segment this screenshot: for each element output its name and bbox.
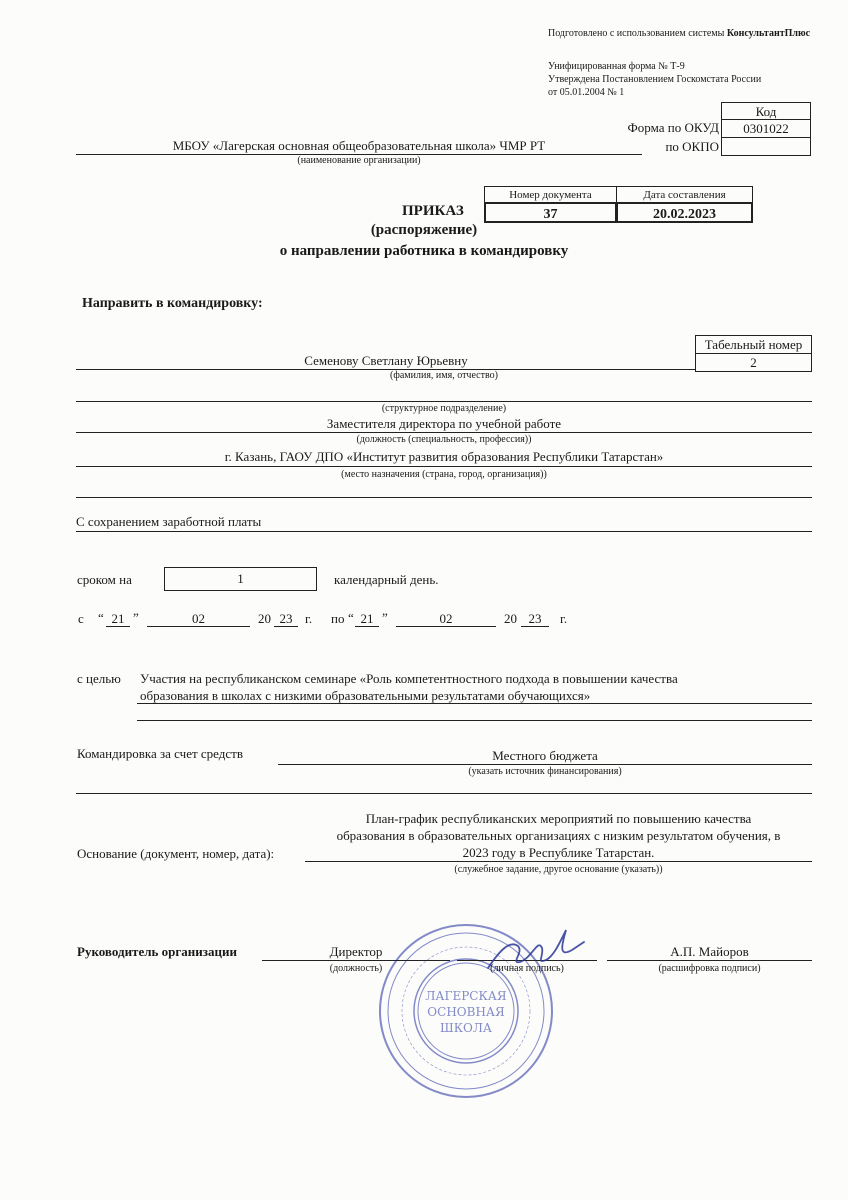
doc-number: 37 — [484, 202, 617, 223]
okpo-value — [721, 137, 811, 156]
signature-position-line — [262, 960, 450, 961]
purpose-line-1: Участия на республиканском семинаре «Роль компетентностного подхода в повышении качества — [140, 671, 678, 686]
term-unit: календарный день. — [334, 572, 439, 587]
organization-caption: (наименование организации) — [297, 155, 421, 166]
tab-number: 2 — [695, 353, 812, 372]
basis-line-1: План-график республиканских мероприятий по повышению качества — [365, 811, 752, 826]
to-day: 21 — [360, 611, 374, 626]
purpose-underline-2 — [137, 720, 812, 721]
signature-name: А.П. Майоров — [670, 944, 749, 959]
to-month: 02 — [439, 611, 453, 626]
funding-caption: (указать источник финансирования) — [468, 766, 622, 777]
tab-number-header: Табельный номер — [695, 335, 812, 354]
seal-line-1: ЛАГЕРСКАЯ — [425, 989, 507, 1003]
form-line-2: Утверждена Постановлением Госкомстата России — [548, 74, 762, 85]
purpose-label: с целью — [77, 671, 121, 686]
basis-label: Основание (документ, номер, дата): — [77, 846, 275, 861]
order-title: ПРИКАЗ — [402, 203, 464, 219]
doc-date-header: Дата составления — [616, 186, 753, 203]
to-month-line — [396, 626, 496, 627]
funding-line — [278, 764, 812, 765]
department-caption: (структурное подразделение) — [381, 403, 507, 414]
seal-line-3: ШКОЛА — [440, 1021, 492, 1035]
basis-caption: (служебное задание, другое основание (указать)) — [454, 864, 663, 875]
okud-label: Форма по ОКУД — [627, 120, 719, 135]
from-year-suffix: г. — [305, 611, 313, 626]
term-label: сроком на — [77, 572, 132, 587]
from-label: с — [78, 611, 84, 626]
term-value: 1 — [164, 567, 317, 591]
signature-position: Директор — [329, 944, 383, 959]
from-open-quote: “ — [98, 610, 104, 625]
seal-line-2: ОСНОВНАЯ — [427, 1005, 505, 1019]
position-line — [76, 432, 812, 433]
to-year: 23 — [528, 611, 542, 626]
code-header: Код — [721, 102, 811, 120]
signature-name-line — [607, 960, 812, 961]
to-year-suffix: г. — [560, 611, 568, 626]
salary-line — [76, 531, 812, 532]
from-day: 21 — [111, 611, 125, 626]
form-info — [548, 60, 761, 99]
from-day-line — [106, 626, 130, 627]
okpo-label: по ОКПО — [665, 139, 719, 154]
department-line — [76, 401, 812, 402]
okud-value: 0301022 — [721, 119, 811, 138]
to-close-quote: ” — [382, 610, 388, 625]
position-caption: (должность (специальность, профессия)) — [356, 434, 532, 445]
from-year-line — [274, 626, 298, 627]
employee-name-caption: (фамилия, имя, отчество) — [390, 370, 498, 381]
signature-name-caption: (расшифровка подписи) — [658, 963, 761, 974]
funding-value: Местного бюджета — [492, 748, 598, 763]
signature-position-caption: (должность) — [329, 963, 383, 974]
to-day-line — [355, 626, 379, 627]
signature-sign-caption: (личная подпись) — [490, 963, 564, 974]
to-year-prefix: 20 — [504, 611, 517, 626]
organization-name: МБОУ «Лагерская основная общеобразовательная школа» ЧМР РТ — [172, 138, 546, 153]
prepared-brand: КонсультантПлюс — [726, 28, 811, 39]
employee-name: Семенову Светлану Юрьевну — [304, 353, 468, 368]
form-line-3: от 05.01.2004 № 1 — [548, 87, 625, 98]
prepared-prefix: Подготовлено с использованием системы — [548, 28, 725, 39]
salary-text: С сохранением заработной платы — [76, 514, 262, 529]
handwritten-signature — [480, 920, 590, 980]
order-subtitle: (распоряжение) — [370, 222, 478, 238]
to-open-quote: “ — [348, 610, 354, 625]
destination-caption: (место назначения (страна, город, организация)) — [341, 469, 547, 480]
position: Заместителя директора по учебной работе — [326, 416, 562, 431]
send-label: Направить в командировку: — [82, 296, 263, 311]
to-label: по — [331, 611, 345, 626]
destination: г. Казань, ГАОУ ДПО «Институт развития образования Республики Татарстан» — [224, 449, 664, 464]
basis-line-2: образования в образовательных организациях с низким результатом обучения, в — [336, 828, 781, 843]
basis-line-3: 2023 году в Республике Татарстан. — [462, 845, 655, 860]
destination-extra-line — [76, 497, 812, 498]
order-purpose-title: о направлении работника в командировку — [279, 243, 569, 259]
from-close-quote: ” — [133, 610, 139, 625]
from-year: 23 — [279, 611, 293, 626]
purpose-line-2: образования в школах с низкими образовательными результатами обучающихся» — [140, 688, 591, 703]
prepared-note — [548, 28, 810, 39]
purpose-underline-1 — [137, 703, 812, 704]
form-line-1: Унифицированная форма № Т-9 — [548, 61, 685, 72]
from-year-prefix: 20 — [258, 611, 271, 626]
destination-line — [76, 466, 812, 467]
signature-label: Руководитель организации — [77, 944, 237, 959]
doc-number-header: Номер документа — [484, 186, 617, 203]
doc-date: 20.02.2023 — [616, 202, 753, 223]
from-month-line — [147, 626, 250, 627]
basis-line — [305, 861, 812, 862]
to-year-line — [521, 626, 549, 627]
from-month: 02 — [192, 611, 205, 626]
funding-extra-line — [76, 793, 812, 794]
funding-label: Командировка за счет средств — [77, 746, 243, 761]
